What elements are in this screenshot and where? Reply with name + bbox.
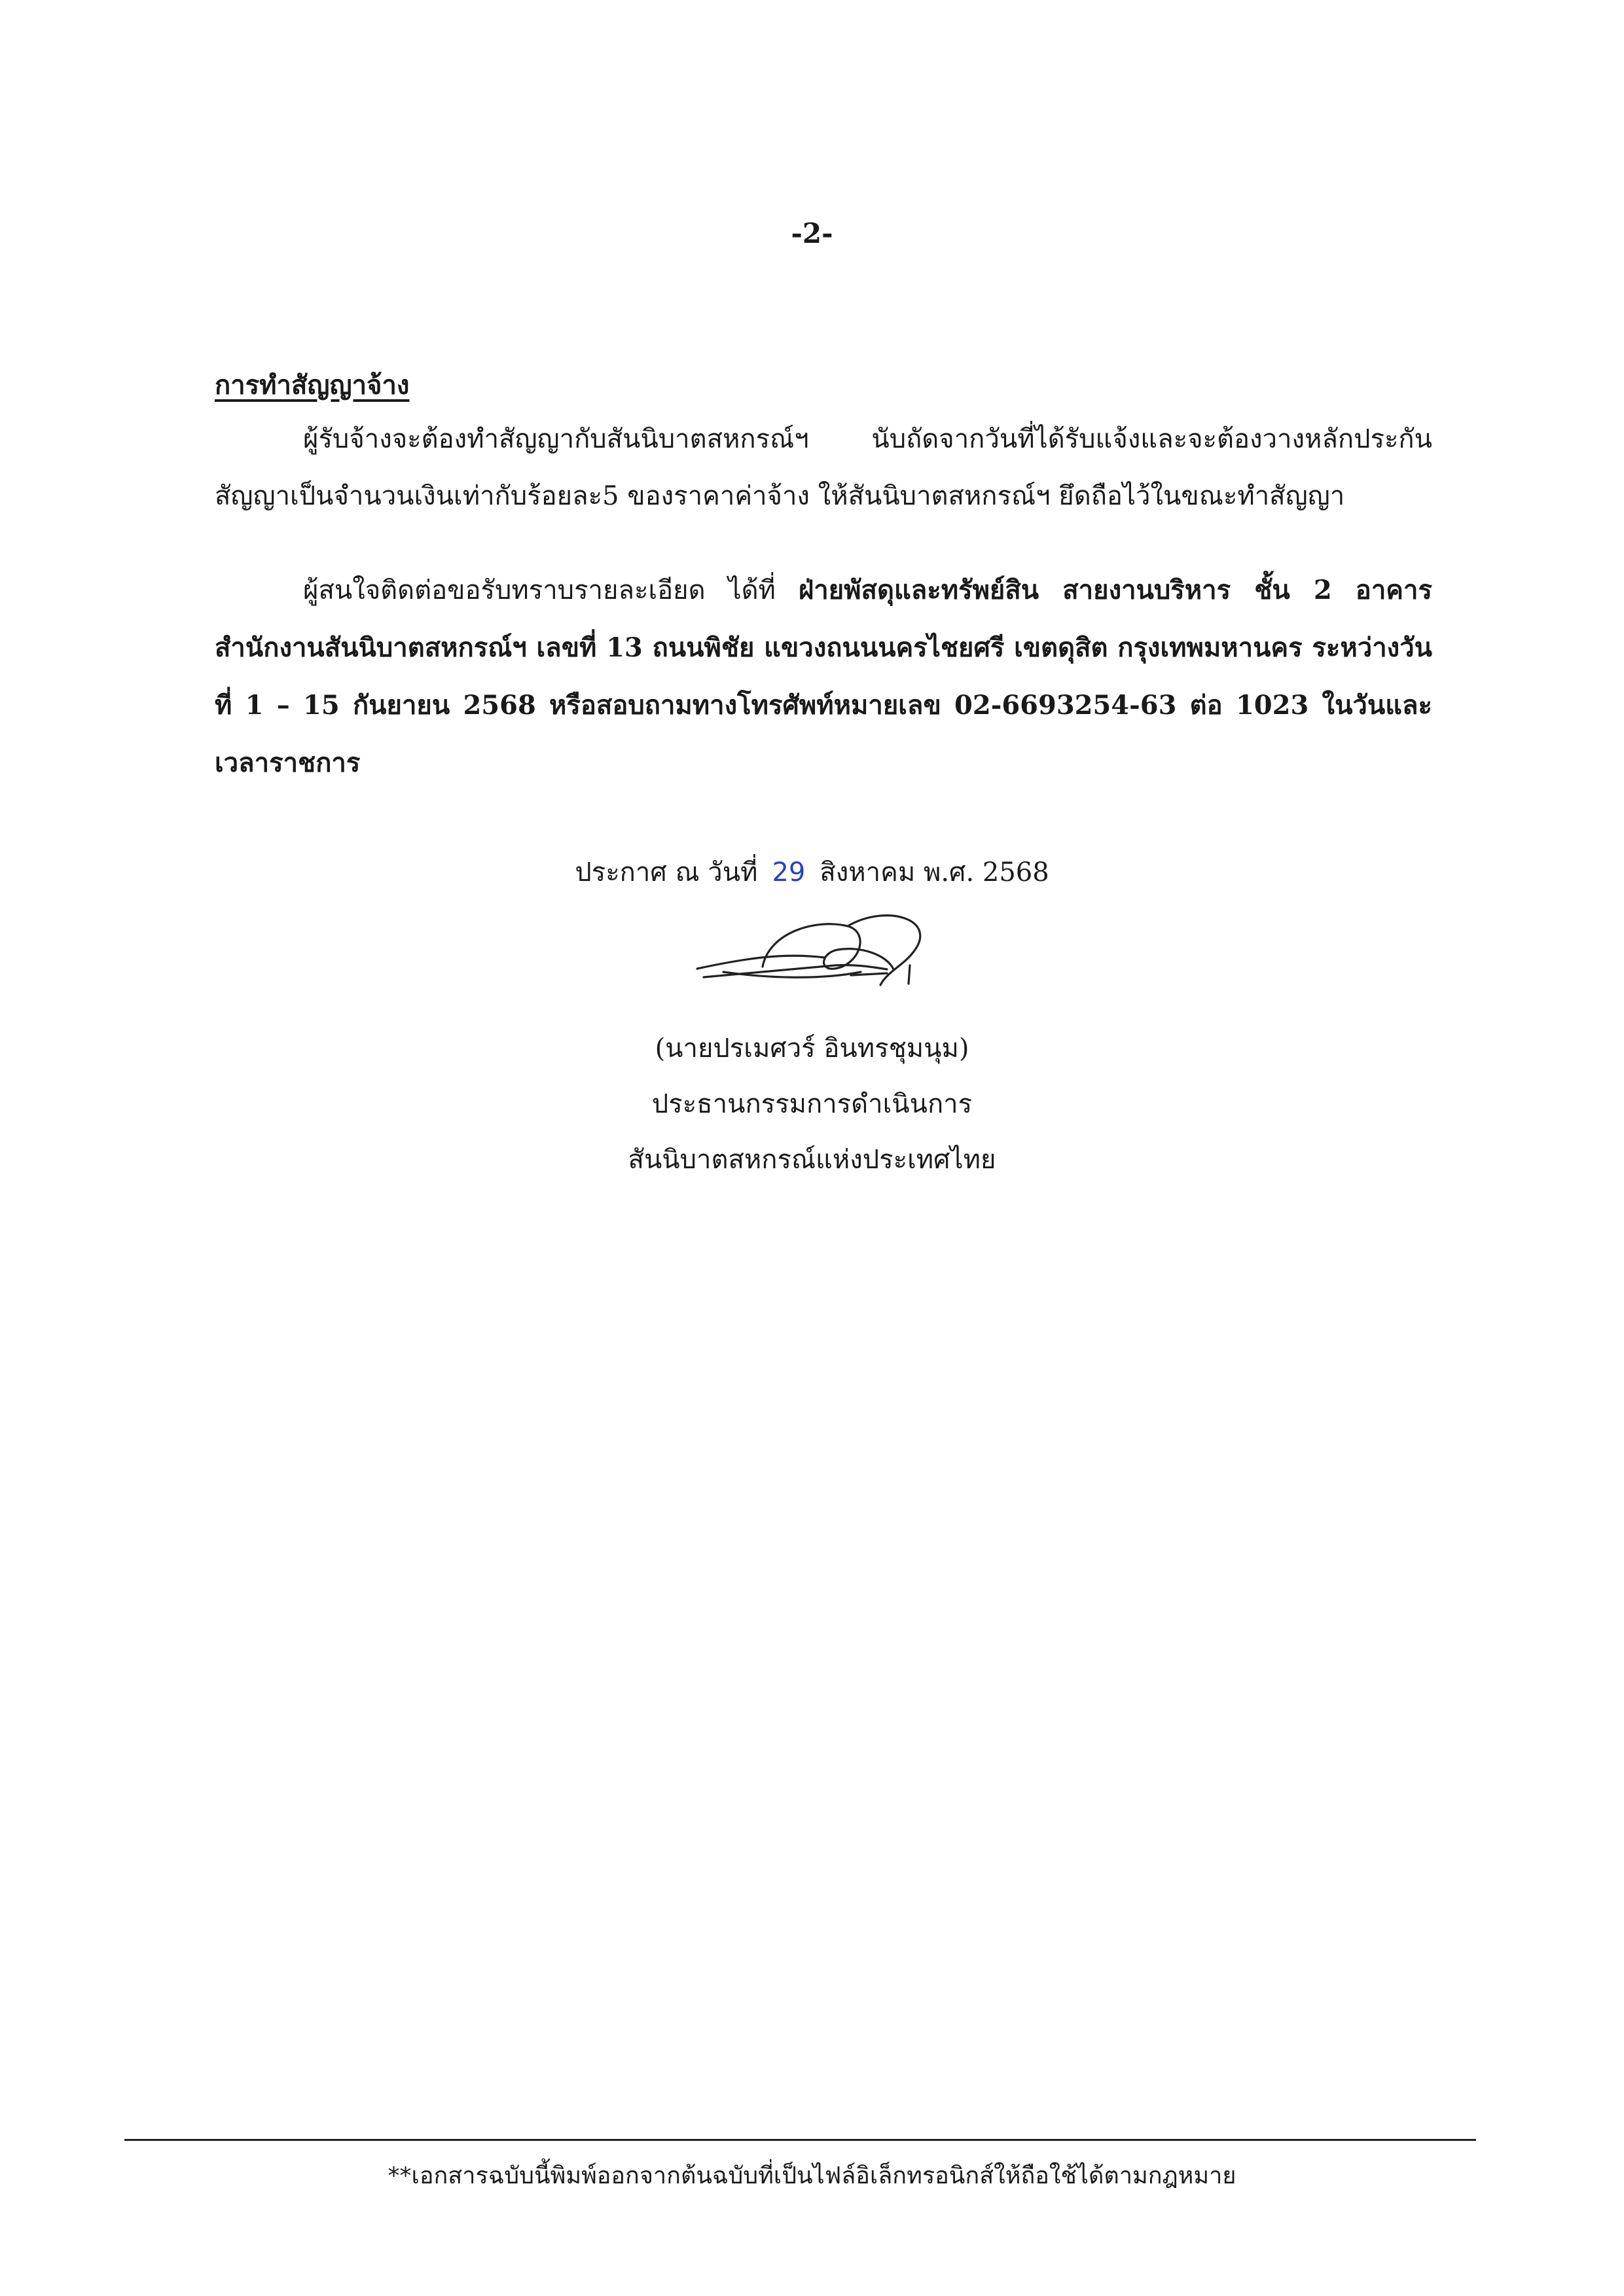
announcement-day: 29 bbox=[772, 857, 806, 888]
announcement-prefix: ประกาศ ณ วันที่ bbox=[575, 857, 758, 888]
paragraph-contact-text bbox=[215, 562, 1432, 792]
signatory-name: (นายปรเมศวร์ อินทรชุมนุม) bbox=[655, 1033, 969, 1064]
paragraph-contract-text: ผู้รับจ้างจะต้องทำสัญญากับสันนิบาตสหกรณ์ฯ นับถัดจากวันที่ได้รับแจ้งและจะต้องวางหลักประกันสัญญาเป็นจำนวนเงินเท่ากับร้อยละ5 ของราคาค่าจ้าง ให้สันนิบาตสหกรณ์ฯ ยึดถือไว้ในขณะทำสัญญา bbox=[215, 424, 1432, 511]
footer-note: **เอกสารฉบับนี้พิมพ์ออกจากต้นฉบับที่เป็นไฟล์อิเล็กทรอนิกส์ให้ถือใช้ได้ตามกฎหมาย bbox=[388, 2162, 1236, 2189]
signatory-title: ประธานกรรมการดำเนินการ bbox=[651, 1089, 973, 1119]
signature bbox=[691, 906, 939, 998]
contact-intro: ผู้สนใจติดต่อขอรับทราบรายละเอียด ได้ที่ bbox=[303, 575, 799, 605]
section-heading: การทำสัญญาจ้าง bbox=[215, 370, 410, 401]
page-number: -2- bbox=[791, 217, 833, 249]
paragraph-contact bbox=[215, 562, 1432, 792]
announcement-date bbox=[0, 851, 1624, 893]
footer-divider bbox=[124, 2139, 1476, 2141]
signatory-organization: สันนิบาตสหกรณ์แห่งประเทศไทย bbox=[628, 1145, 996, 1175]
announcement-suffix: สิงหาคม พ.ศ. 2568 bbox=[820, 857, 1049, 888]
contact-details: ฝ่ายพัสดุและทรัพย์สิน สายงานบริหาร ชั้น 2 อาคาร สำนักงานสันนิบาตสหกรณ์ฯ เลขที่ 13 ถนนพิชัย แขวงถนนนครไชยศรี เขตดุสิต กรุงเทพมหานคร ระหว่างวันที่ 1 – 15 กันยายน 2568 หรือสอบถามทางโทรศัพท์หมายเลข 02-6693254-63 ต่อ 1023 ในวันและเวลาราชการ bbox=[215, 575, 1432, 778]
paragraph-contract bbox=[215, 411, 1432, 525]
signature-block bbox=[0, 1021, 1624, 1188]
